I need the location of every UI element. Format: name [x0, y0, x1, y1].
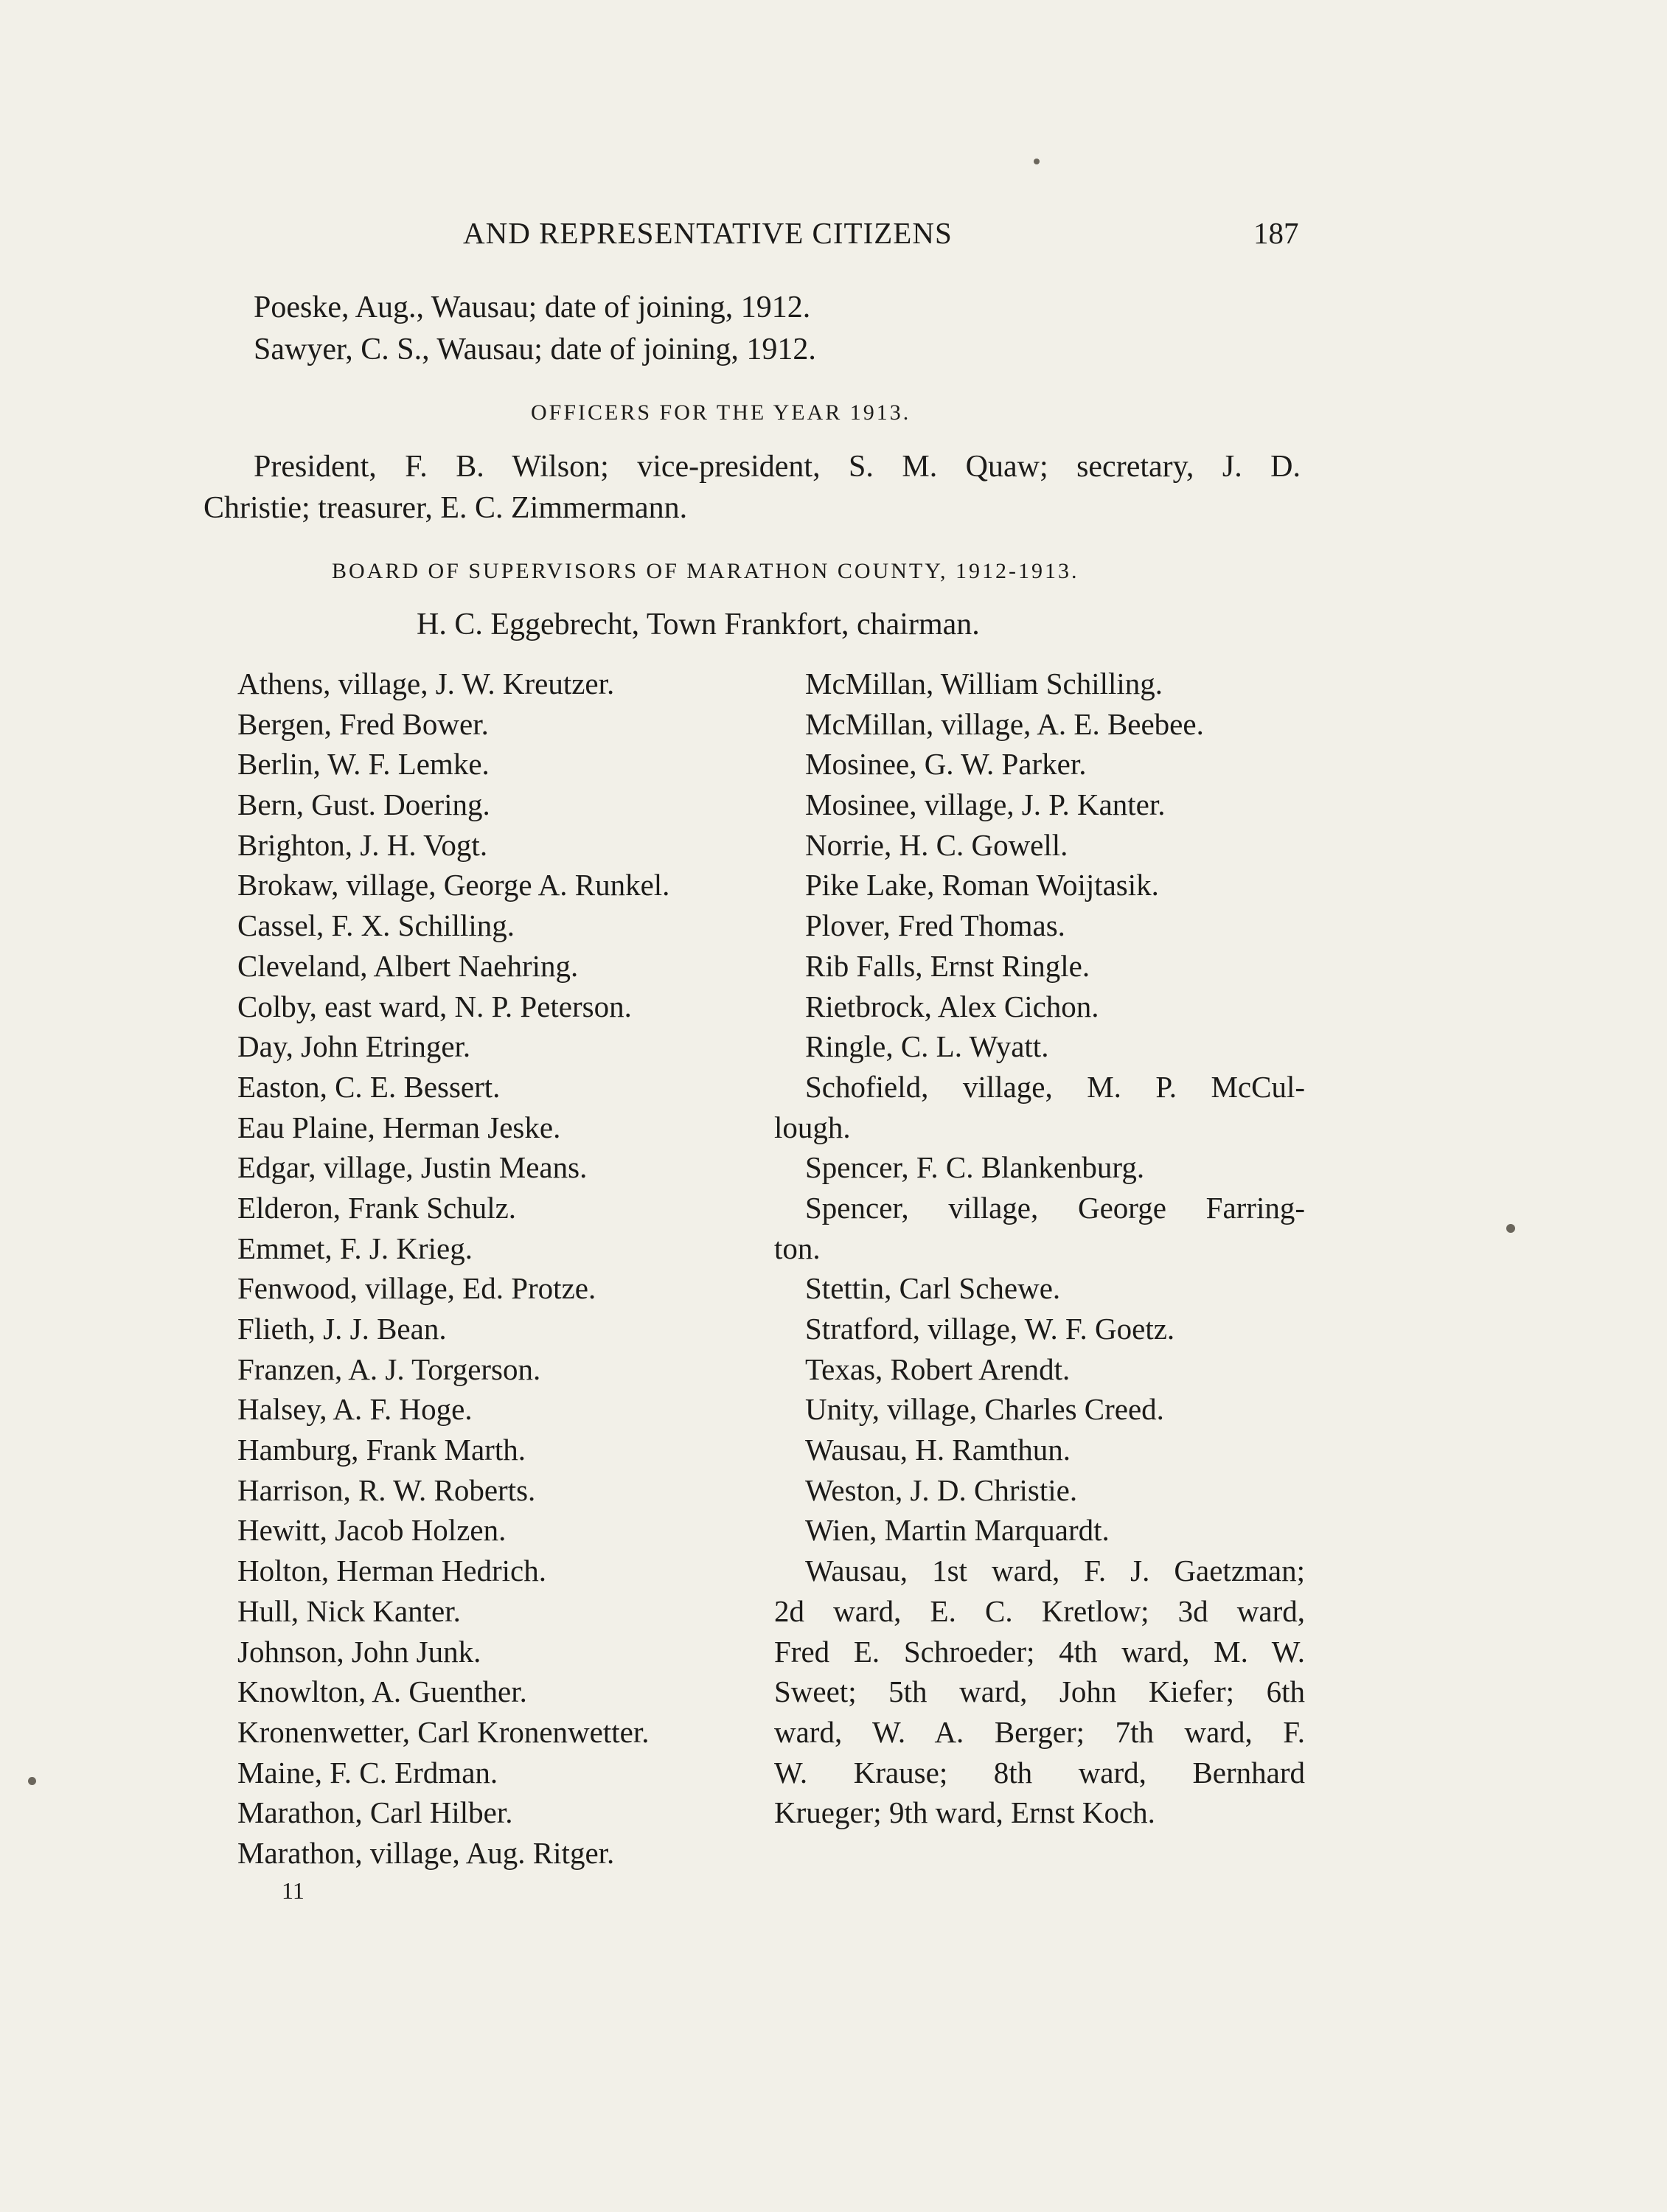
intro-line: Sawyer, C. S., Wausau; date of joining, 1912. [254, 333, 816, 366]
list-item: Bergen, Fred Bower. [237, 706, 489, 741]
list-item: Stratford, village, W. F. Goetz. [805, 1312, 1175, 1346]
intro-line: Poeske, Aug., Wausau; date of joining, 1912. [254, 291, 811, 324]
list-item: Eau Plaine, Herman Jeske. [237, 1110, 561, 1144]
list-item: Bern, Gust. Doering. [237, 787, 490, 822]
list-item: Krueger; 9th ward, Ernst Koch. [774, 1795, 1155, 1830]
board-chairman: H. C. Eggebrecht, Town Frankfort, chairman. [417, 608, 980, 641]
list-item: Cassel, F. X. Schilling. [237, 908, 515, 943]
list-item: Wien, Martin Marquardt. [805, 1513, 1110, 1548]
list-item: Spencer, village, George Farring- [805, 1190, 1305, 1225]
list-item: W. Krause; 8th ward, Bernhard [774, 1755, 1305, 1790]
list-item: Athens, village, J. W. Kreutzer. [237, 667, 615, 700]
officers-line-2: Christie; treasurer, E. C. Zimmermann. [203, 491, 688, 525]
paper-speck [1034, 159, 1040, 164]
list-item: Pike Lake, Roman Woijtasik. [805, 868, 1159, 902]
list-item: Franzen, A. J. Torgerson. [237, 1352, 541, 1386]
signature-mark: 11 [282, 1877, 304, 1904]
list-item: Easton, C. E. Bessert. [237, 1069, 501, 1104]
board-heading: BOARD OF SUPERVISORS OF MARATHON COUNTY, 1912-1913. [332, 559, 1079, 583]
list-item: Elderon, Frank Schulz. [237, 1190, 517, 1225]
supervisors-left-column [237, 664, 669, 1874]
list-item: Harrison, R. W. Roberts. [237, 1472, 536, 1507]
list-item: Fenwood, village, Ed. Protze. [237, 1271, 596, 1306]
list-item: Flieth, J. J. Bean. [237, 1312, 447, 1346]
list-item: Weston, J. D. Christie. [805, 1472, 1078, 1507]
list-item: Marathon, Carl Hilber. [237, 1795, 513, 1830]
list-item: Holton, Herman Hedrich. [237, 1554, 546, 1588]
list-item: Fred E. Schroeder; 4th ward, M. W. [774, 1634, 1305, 1669]
list-item: Ringle, C. L. Wyatt. [805, 1029, 1049, 1064]
list-item: Marathon, village, Aug. Ritger. [237, 1835, 615, 1870]
list-item: Maine, F. C. Erdman. [237, 1755, 498, 1790]
list-item: Plover, Fred Thomas. [805, 908, 1065, 943]
list-item: McMillan, William Schilling. [805, 667, 1163, 700]
list-item: ton. [774, 1231, 821, 1265]
paper-speck [1506, 1224, 1515, 1233]
list-item: Sweet; 5th ward, John Kiefer; 6th [774, 1674, 1305, 1709]
list-item: Cleveland, Albert Naehring. [237, 948, 579, 983]
officers-heading: OFFICERS FOR THE YEAR 1913. [531, 400, 911, 425]
list-item: 2d ward, E. C. Kretlow; 3d ward, [774, 1593, 1305, 1628]
list-item: Hewitt, Jacob Holzen. [237, 1513, 507, 1548]
list-item: Unity, village, Charles Creed. [805, 1392, 1164, 1427]
list-item: Johnson, John Junk. [237, 1634, 481, 1669]
list-item: Rib Falls, Ernst Ringle. [805, 948, 1090, 983]
list-item: Edgar, village, Justin Means. [237, 1150, 588, 1185]
list-item: Wausau, 1st ward, F. J. Gaetzman; [805, 1554, 1305, 1588]
list-item: Wausau, H. Ramthun. [805, 1433, 1071, 1467]
list-item: Berlin, W. F. Lemke. [237, 747, 490, 782]
paper-speck [28, 1777, 36, 1785]
supervisors-right-column [774, 664, 1305, 1833]
list-item: Emmet, F. J. Krieg. [237, 1231, 473, 1265]
running-title: AND REPRESENTATIVE CITIZENS [463, 216, 953, 250]
list-item: Texas, Robert Arendt. [805, 1352, 1071, 1386]
list-item: Knowlton, A. Guenther. [237, 1674, 527, 1709]
list-item: ward, W. A. Berger; 7th ward, F. [774, 1714, 1305, 1749]
list-item: Rietbrock, Alex Cichon. [805, 989, 1099, 1023]
officers-line-1: President, F. B. Wilson; vice-president, S. M. Quaw; secretary, J. D. [254, 450, 1301, 484]
list-item: Schofield, village, M. P. McCul- [805, 1069, 1305, 1104]
list-item: lough. [774, 1110, 851, 1144]
list-item: Hamburg, Frank Marth. [237, 1433, 526, 1467]
list-item: Colby, east ward, N. P. Peterson. [237, 989, 632, 1023]
list-item: Brighton, J. H. Vogt. [237, 827, 488, 862]
list-item: Norrie, H. C. Gowell. [805, 827, 1068, 862]
page-number: 187 [1253, 216, 1299, 250]
list-item: McMillan, village, A. E. Beebee. [805, 706, 1204, 741]
list-item: Day, John Etringer. [237, 1029, 471, 1064]
list-item: Mosinee, G. W. Parker. [805, 747, 1087, 782]
list-item: Halsey, A. F. Hoge. [237, 1392, 473, 1427]
list-item: Brokaw, village, George A. Runkel. [237, 868, 670, 902]
list-item: Spencer, F. C. Blankenburg. [805, 1150, 1145, 1185]
list-item: Kronenwetter, Carl Kronenwetter. [237, 1714, 650, 1749]
list-item: Stettin, Carl Schewe. [805, 1271, 1061, 1306]
list-item: Hull, Nick Kanter. [237, 1593, 461, 1628]
list-item: Mosinee, village, J. P. Kanter. [805, 787, 1166, 822]
